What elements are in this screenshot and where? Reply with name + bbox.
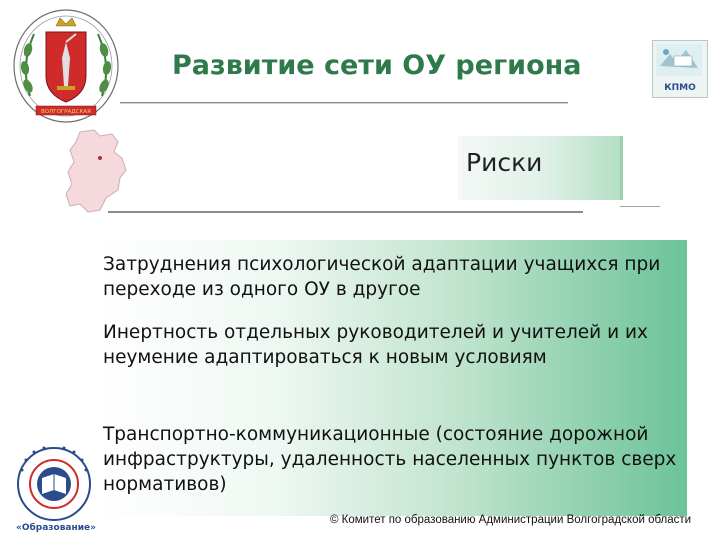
risk-item: Затруднения психологической адаптации учащихся при переходе из одного ОУ в другое <box>103 254 661 300</box>
education-project-logo-icon <box>6 440 114 536</box>
kpmo-logo-text: КПМО <box>664 83 696 93</box>
kpmo-logo <box>652 40 708 98</box>
footer-copyright: © Комитет по образованию Администрации Волгоградской области <box>330 514 692 526</box>
risks-header-box <box>458 136 623 200</box>
emblem-ribbon-text: ВОЛГОГРАДСКАЯ <box>41 109 91 115</box>
section-divider-right <box>620 206 660 207</box>
kpmo-logo-icon <box>656 44 702 76</box>
region-map-icon <box>60 128 134 214</box>
bottom-logo-caption: «Образование» <box>16 523 96 533</box>
risk-item: Транспортно-коммуникационные (состояние дорожной инфраструктуры, удаленность населенных пунктов сверх нормативов) <box>103 424 677 495</box>
risk-item: Инертность отдельных руководителей и учителей и их неумение адаптироваться к новым условиям <box>103 322 648 368</box>
risks-panel <box>97 240 687 516</box>
page-title: Развитие сети ОУ региона <box>172 50 582 81</box>
risks-label: Риски <box>466 148 543 177</box>
volgograd-emblem-icon <box>10 6 122 126</box>
header-divider <box>120 102 568 104</box>
section-divider <box>108 211 583 213</box>
